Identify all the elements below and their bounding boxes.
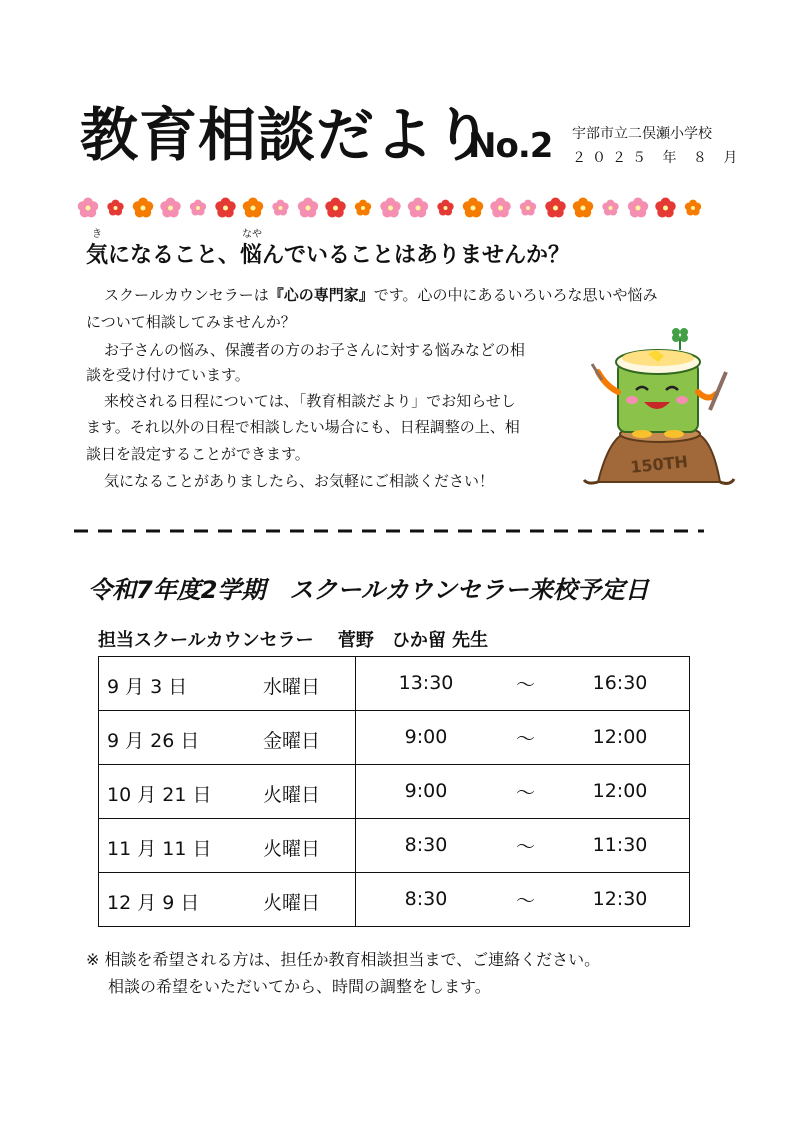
intro-paragraph-4: 気になることがありましたら、お気軽にご相談ください！ (104, 472, 495, 490)
end-time: 16:30 (592, 672, 648, 694)
flower-icon (133, 198, 153, 218)
schedule-table (98, 656, 690, 927)
end-time: 11:30 (592, 834, 648, 856)
visit-date: 9 月 26 日 (107, 730, 200, 752)
start-time: 9:00 (404, 726, 448, 748)
date-cell (99, 873, 356, 927)
time-cell (356, 873, 690, 927)
visit-weekday: 火曜日 (263, 784, 321, 806)
intro-paragraph-3-line3: 談日を設定することができます。 (86, 445, 310, 463)
time-cell (356, 657, 690, 711)
p1-emphasis: 『心の専門家』 (268, 286, 374, 304)
date-cell (99, 711, 356, 765)
end-time: 12:30 (592, 888, 648, 910)
mascot-badge-text: 150TH (629, 451, 689, 477)
flower-icon (545, 198, 565, 218)
flower-icon (602, 200, 618, 216)
p1-text-c: です。心の中にあるいろいろな思いや悩み (373, 286, 658, 304)
heading-text-2: んでいることはありませんか？ (262, 243, 571, 268)
flower-icon (520, 200, 536, 216)
counselor-name: 担当スクールカウンセラー 菅野 ひか留 先生 (98, 630, 489, 651)
contact-note (86, 946, 600, 1000)
heading-text-1: になること、 (108, 243, 241, 268)
intro-paragraph-3: 来校される日程については、「教育相談だより」でお知らせし (104, 392, 516, 410)
visit-weekday: 水曜日 (263, 676, 321, 698)
issue-number: No.2 (468, 126, 553, 166)
flower-icon (463, 198, 483, 218)
visit-date: 9 月 3 日 (107, 676, 188, 698)
heading-char-naya: 悩 (240, 243, 263, 268)
start-time: 8:30 (404, 834, 448, 856)
issue-date: ２０２５ 年 ８ 月 (572, 150, 744, 166)
flower-icon (380, 198, 400, 218)
flower-icon (437, 200, 453, 216)
flower-icon (272, 200, 288, 216)
flower-icon (628, 198, 648, 218)
flower-icon (215, 198, 235, 218)
flower-border (74, 190, 724, 226)
end-time: 12:00 (592, 780, 648, 802)
flower-icon (685, 200, 701, 216)
flower-icon (355, 200, 371, 216)
intro-paragraph-2: お子さんの悩み、保護者の方のお子さんに対する悩みなどの相 (104, 341, 525, 359)
schedule-title: 令和7年度2学期 スクールカウンセラー来校予定日 (88, 576, 649, 604)
intro-paragraph-1-line2: について相談してみませんか？ (86, 313, 296, 331)
time-separator: ～ (516, 836, 536, 858)
p1-text-a: スクールカウンセラーは (104, 286, 269, 304)
flower-icon (78, 198, 98, 218)
time-cell (356, 765, 690, 819)
flower-icon (298, 198, 318, 218)
heading-char-ki: 気 (86, 243, 109, 268)
ruby-ki: き (92, 229, 102, 240)
visit-date: 10 月 21 日 (107, 784, 212, 806)
flower-icon (655, 198, 675, 218)
visit-weekday: 金曜日 (263, 730, 321, 752)
flower-icon (160, 198, 180, 218)
time-separator: ～ (516, 674, 536, 696)
start-time: 8:30 (404, 888, 448, 910)
date-cell (99, 657, 356, 711)
time-cell (356, 819, 690, 873)
start-time: 9:00 (404, 780, 448, 802)
ruby-naya: なや (242, 229, 263, 240)
schedule-row (99, 873, 690, 927)
flower-icon (408, 198, 428, 218)
note-line-1: ※ 相談を希望される方は、担任か教育相談担当まで、ご連絡ください。 (86, 950, 601, 969)
date-cell (99, 765, 356, 819)
time-separator: ～ (516, 782, 536, 804)
intro-paragraph-1 (104, 282, 658, 309)
flower-icon (325, 198, 345, 218)
dashed-divider (74, 528, 704, 534)
flower-icon (573, 198, 593, 218)
intro-paragraph-2-line2: 談を受け付けています。 (86, 366, 250, 384)
flower-icon (107, 200, 123, 216)
intro-heading (86, 229, 571, 276)
school-name: 宇部市立二俣瀬小学校 (572, 126, 712, 142)
flower-icon (490, 198, 510, 218)
mascot-illustration (578, 322, 738, 492)
time-cell (356, 711, 690, 765)
flower-icon (243, 198, 263, 218)
visit-weekday: 火曜日 (263, 838, 321, 860)
flower-icon (190, 200, 206, 216)
time-separator: ～ (516, 890, 536, 912)
end-time: 12:00 (592, 726, 648, 748)
visit-date: 11 月 11 日 (107, 838, 212, 860)
start-time: 13:30 (398, 672, 454, 694)
visit-date: 12 月 9 日 (107, 892, 200, 914)
schedule-row (99, 765, 690, 819)
note-line-2: 相談の希望をいただいてから、時間の調整をします。 (108, 977, 491, 996)
date-cell (99, 819, 356, 873)
visit-weekday: 火曜日 (263, 892, 321, 914)
time-separator: ～ (516, 728, 536, 750)
schedule-row (99, 657, 690, 711)
newsletter-title: 教育相談だより (80, 101, 494, 169)
intro-paragraph-3-line2: ます。それ以外の日程で相談したい場合にも、日程調整の上、相 (86, 418, 520, 436)
schedule-row (99, 819, 690, 873)
schedule-row (99, 711, 690, 765)
